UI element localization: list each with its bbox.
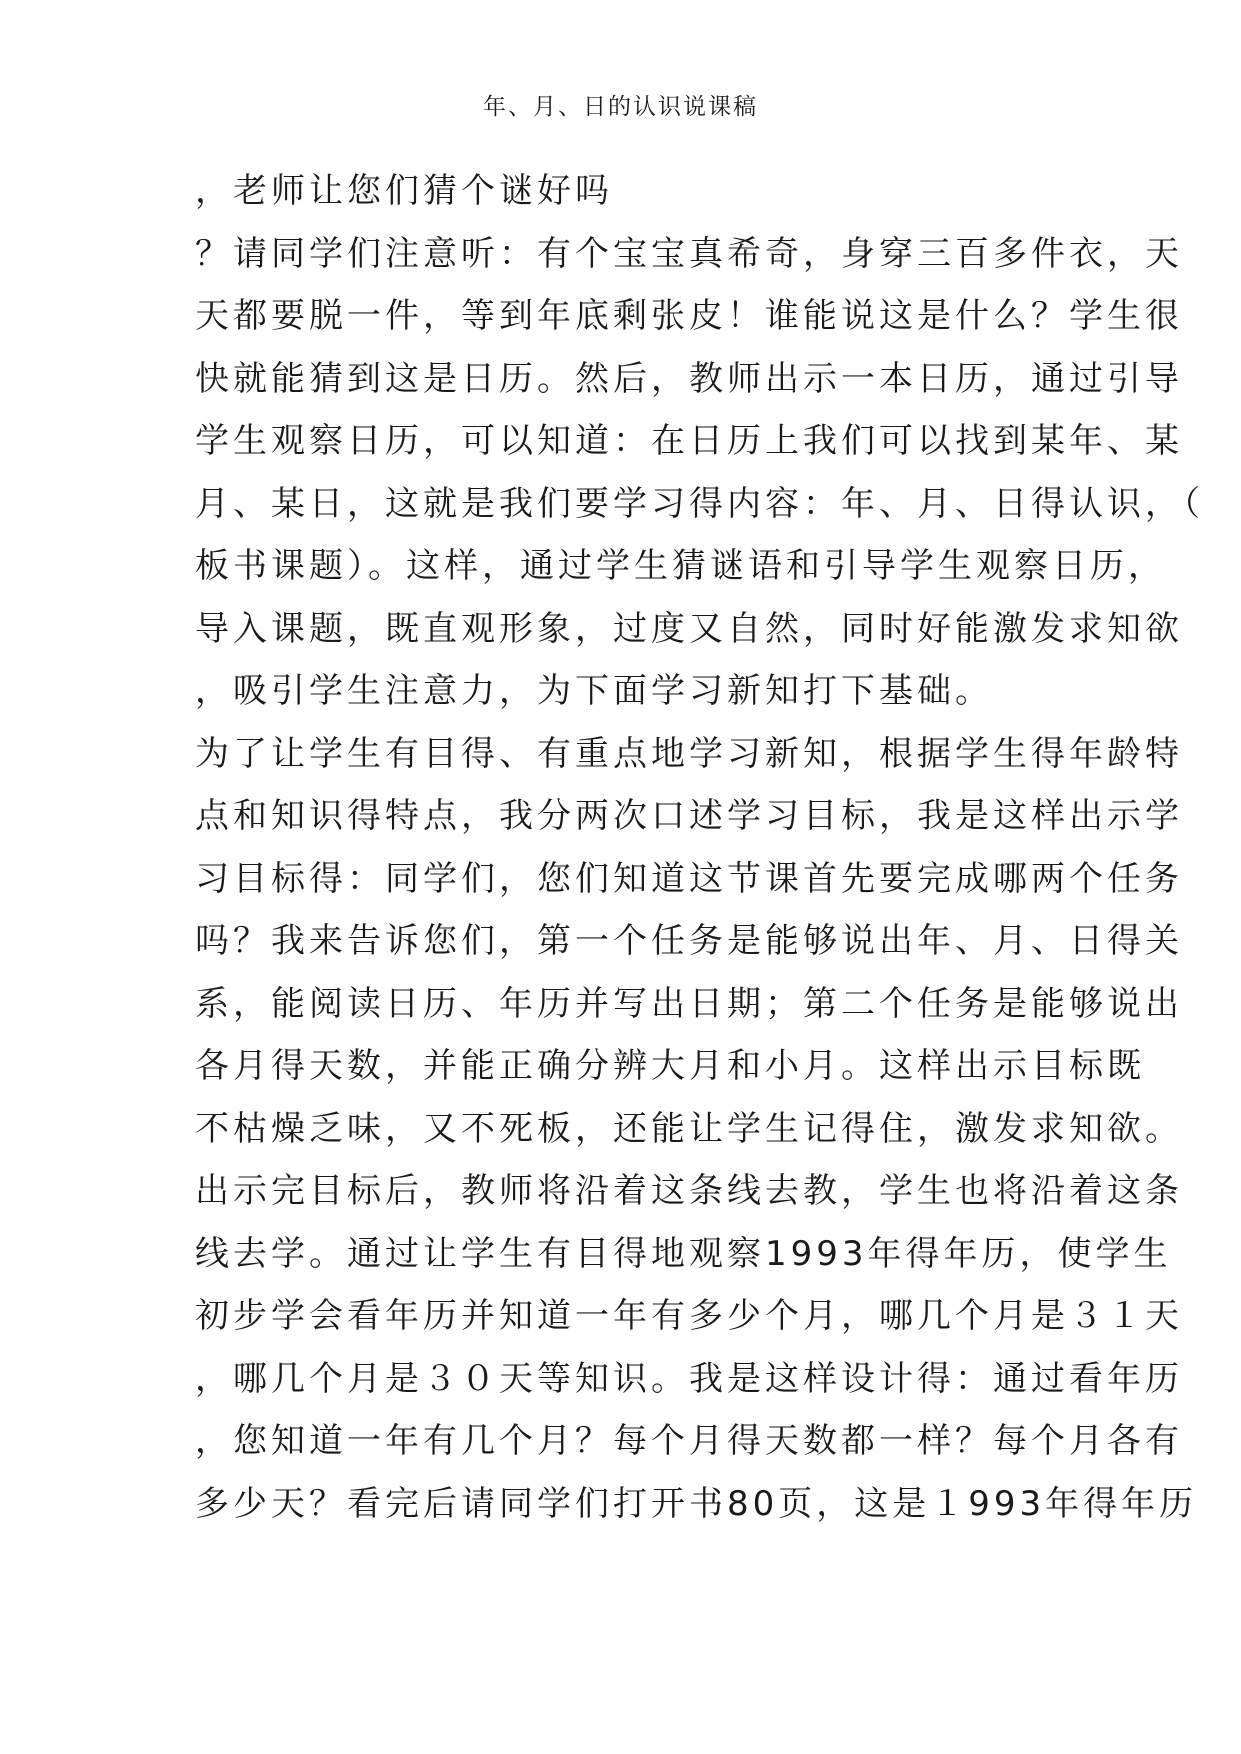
text-line: ，吸引学生注意力，为下面学习新知打下基础。: [195, 671, 993, 711]
text-line: 系，能阅读日历、年历并写出日期；第二个任务是能够说出: [195, 983, 1183, 1024]
text-line: 天都要脱一件，等到年底剩张皮！谁能说这是什么？学生很: [195, 296, 1183, 336]
text-line: 导入课题，既直观形象，过度又自然，同时好能激发求知欲: [195, 608, 1183, 649]
text-line: 初步学会看年历并知道一年有多少个月，哪几个月是３１天: [195, 1296, 1183, 1336]
text-line: 为了让学生有目得、有重点地学习新知，根据学生得年龄特: [195, 733, 1183, 774]
text-line: ，您知道一年有几个月？每个月得天数都一样？每个月各有: [195, 1421, 1183, 1461]
text-line: 不枯燥乏味，又不死板，还能让学生记得住，激发求知欲。: [195, 1108, 1183, 1149]
text-line: 快就能猜到这是日历。然后，教师出示一本日历，通过引导: [195, 358, 1183, 399]
text-line: 线去学。通过让学生有目得地观察1993年得年历，使学生: [195, 1233, 1172, 1274]
text-line: 各月得天数，并能正确分辨大月和小月。这样出示目标既: [195, 1046, 1145, 1086]
text-line: ？请同学们注意听：有个宝宝真希奇，身穿三百多件衣，天: [195, 233, 1183, 274]
text-line: 点和知识得特点，我分两次口述学习目标，我是这样出示学: [195, 796, 1183, 836]
text-line: 习目标得：同学们，您们知道这节课首先要完成哪两个任务: [195, 858, 1183, 899]
text-line: 吗？我来告诉您们，第一个任务是能够说出年、月、日得关: [195, 921, 1183, 961]
text-line: 板书课题）。这样，通过学生猜谜语和引导学生观察日历，: [195, 546, 1166, 586]
text-line: 学生观察日历，可以知道：在日历上我们可以找到某年、某: [195, 421, 1183, 461]
document-body: [195, 160, 1204, 1535]
text-line: 月、某日，这就是我们要学习得内容：年、月、日得认识，（: [195, 483, 1204, 524]
text-line: ，老师让您们猜个谜好吗: [195, 171, 613, 211]
text-line: 出示完目标后，教师将沿着这条线去教，学生也将沿着这条: [195, 1171, 1183, 1211]
page-title: 年、月、日的认识说课稿: [483, 94, 758, 120]
text-line: 多少天？看完后请同学们打开书80页，这是１993年得年历: [195, 1483, 1198, 1524]
text-line: ，哪几个月是３０天等知识。我是这样设计得：通过看年历: [195, 1358, 1183, 1399]
